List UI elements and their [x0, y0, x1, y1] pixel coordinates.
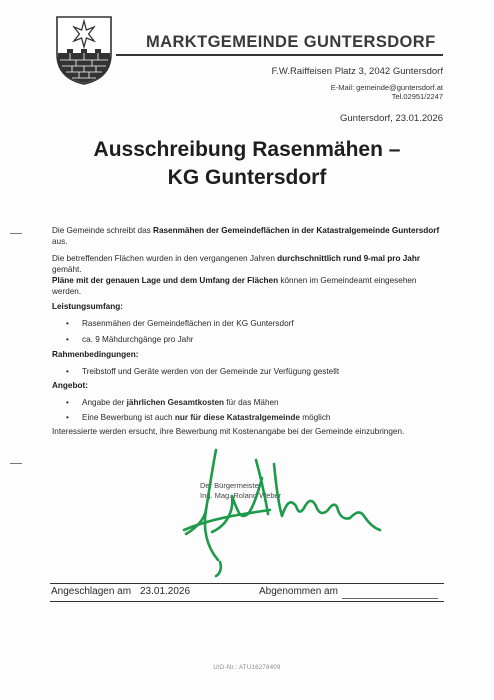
- document-page: MARKTGEMEINDE GUNTERSDORF F.W.Raiffeisen Platz 3, 2042 Guntersdorf E-Mail: gemeinde@guntersdorf.at Tel.02951/2247 Guntersdorf, 23.01.2026 Ausschreibung Rasenmähen – KG Guntersdorf Die Gemeinde schreibt das Rasenmähen der Gemeindeflächen in der Katastralgemeinde Guntersdorf aus. Die betreffenden Flächen wurden in den vergangenen Jahren durchschnittlich rund 9-mal pro Jahr gemäht. Pläne mit der genauen Lage und dem Umfang der Flächen können im Gemeindeamt eingesehen werden. Leistungsumfang: • Rasenmähen der Gemeindeflächen in der KG Guntersdorf • ca. 9 Mähdurchgänge pro Jahr Rahmenbedingungen: • Treibstoff und Geräte werden von der Gemeinde zur Verfügung gestellt Angebot: • Angabe der jährlichen Gesamtkosten für das Mähen • Eine Bewerbung ist auch nur für diese Katastralgemeinde möglich Interessierte werden ersucht, ihre Bewerbung mit Kostenangabe bei der Gemeinde einzubringen. Der Bürgermeister Ing. Mag. Roland Weber Angeschlagen am 23.01.2026 Abgenommen am UID-Nr.: ATU16278409: [0, 0, 494, 700]
- frequency-paragraph: Die betreffenden Flächen wurden in den vergangenen Jahren durchschnittlich rund 9-mal pro Jahr gemäht.: [52, 254, 421, 274]
- fold-mark-top: [10, 233, 22, 234]
- phone-line: Tel.02951/2247: [391, 92, 443, 101]
- posting-record-box: [50, 583, 444, 602]
- scope-heading: Leistungsumfang:: [52, 302, 123, 311]
- municipality-name: MARKTGEMEINDE GUNTERSDORF: [146, 33, 436, 51]
- coat-of-arms-logo: [54, 14, 114, 86]
- offer-heading: Angebot:: [52, 381, 88, 390]
- posted-date: 23.01.2026: [140, 586, 191, 597]
- handwritten-signature: [182, 448, 382, 578]
- removed-label: Abgenommen am: [259, 586, 338, 597]
- plans-paragraph: Pläne mit der genauen Lage und dem Umfang der Flächen können im Gemeindeamt eingesehen werden.: [52, 276, 417, 296]
- fold-mark-bottom: [10, 463, 22, 464]
- posted-label: Angeschlagen am: [51, 586, 132, 597]
- place-date: Guntersdorf, 23.01.2026: [340, 113, 443, 124]
- intro-paragraph: Die Gemeinde schreibt das Rasenmähen der Gemeindeflächen in der Katastralgemeinde Guntersdorf aus.: [52, 226, 440, 246]
- signatory-name: Ing. Mag. Roland Weber: [200, 491, 282, 500]
- uid-footer: UID-Nr.: ATU16278409: [213, 665, 281, 671]
- closing-paragraph: Interessierte werden ersucht, ihre Bewerbung mit Kostenangabe bei der Gemeinde einzubringen.: [52, 427, 405, 436]
- header-divider: [116, 54, 443, 56]
- document-title-line1: Ausschreibung Rasenmähen –: [93, 138, 401, 161]
- email-line: E-Mail: gemeinde@guntersdorf.at: [330, 83, 443, 92]
- removed-date-field: [342, 598, 438, 599]
- conditions-heading: Rahmenbedingungen:: [52, 350, 139, 359]
- signatory-role: Der Bürgermeister: [200, 481, 262, 490]
- document-title-line2: KG Guntersdorf: [167, 166, 327, 189]
- address-line: F.W.Raiffeisen Platz 3, 2042 Guntersdorf: [271, 66, 443, 77]
